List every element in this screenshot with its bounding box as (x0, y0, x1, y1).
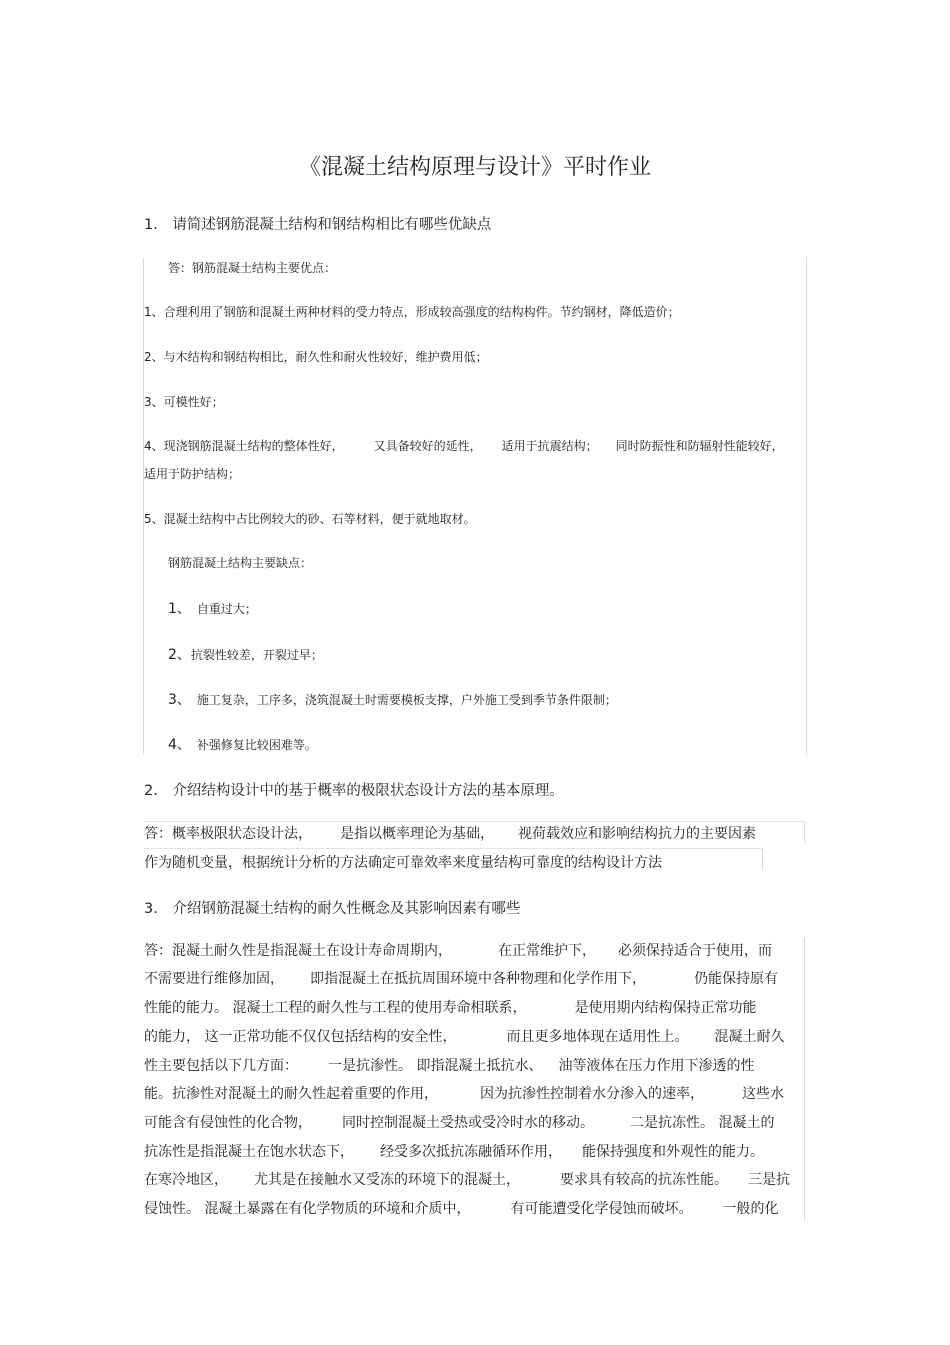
answer-1-left-border (143, 258, 144, 755)
answer-2-right-border-1 (804, 821, 805, 843)
answer-3-line-9-part-3: 要求具有较高的抗冻性能。 (560, 1172, 728, 1188)
disadvantage-number-4: 4、 (168, 737, 191, 753)
answer-3-line-3-part-1: 性能的能力。 混凝土工程的耐久性与工程的使用寿命相联系， (144, 1000, 527, 1016)
answer-3-line-10-part-2: 有可能遭受化学侵蚀而破坏。 (510, 1201, 693, 1217)
answer-3-line-7-part-2: 同时控制混凝土受热或受冷时水的移动。 (342, 1115, 594, 1131)
answer-3-line-5-part-1: 性主要包括以下几方面： (144, 1058, 298, 1074)
answer-2-right-border-2 (762, 848, 763, 870)
question-2: 2. 介绍结构设计中的基于概率的极限状态设计方法的基本原理。 (144, 783, 564, 799)
advantage-item-4-part-1: 4、现浇钢筋混凝土结构的整体性好， (144, 439, 344, 453)
disadvantage-number-3: 3、 (168, 692, 191, 708)
answer-3-line-6 (144, 1083, 784, 1103)
answer-3-line-1-part-3: 必须保持适合于使用，而 (618, 943, 772, 959)
answer-3-line-1 (144, 940, 772, 960)
answer-3-line-5 (144, 1055, 754, 1075)
advantage-item-1: 1、合理利用了钢筋和混凝土两种材料的受力特点，形成较高强度的结构构件。节约钢材，降低造价； (144, 305, 680, 319)
answer-3-line-6-part-2: 因为抗渗性控制着水分渗入的速率， (480, 1086, 704, 1102)
answer-3-line-4-part-2: 而且更多地体现在适用性上。 (506, 1029, 689, 1045)
answer-3-line-7-part-3: 二是抗冻性。 混凝土的 (630, 1115, 775, 1131)
advantage-item-5: 5、混凝土结构中占比例较大的砂、石等材料，便于就地取材。 (144, 512, 476, 526)
disadvantage-item-1 (168, 598, 257, 618)
advantage-item-4 (144, 437, 784, 454)
answer-3-line-9-part-2: 尤其是在接触水又受冻的环境下的混凝土， (254, 1172, 520, 1188)
answer-3-line-2-part-3: 仍能保持原有 (694, 971, 778, 987)
answer-3-line-8-part-1: 抗冻性是指混凝土在饱水状态下， (144, 1144, 354, 1160)
answer-2-mid-border (143, 848, 763, 849)
disadvantage-text-3: 施工复杂，工序多，浇筑混凝土时需要模板支撑，户外施工受到季节条件限制； (196, 693, 617, 707)
answer-3-line-6-part-3: 这些水 (742, 1086, 784, 1102)
disadvantage-text-1: 自重过大； (196, 602, 257, 616)
disadvantage-item-4 (168, 734, 317, 754)
answer-3-line-7 (144, 1112, 774, 1132)
answer-2-line-1 (144, 823, 756, 843)
advantage-item-2: 2、与木结构和钢结构相比，耐久性和耐火性较好，维护费用低； (144, 350, 488, 364)
disadvantages-heading: 钢筋混凝土结构主要缺点： (168, 556, 313, 570)
answer-3-right-border (804, 938, 805, 1221)
disadvantage-number-2: 2、 (168, 647, 191, 663)
question-3: 3. 介绍钢筋混凝土结构的耐久性概念及其影响因素有哪些 (144, 901, 521, 917)
answer-3-line-8 (144, 1141, 764, 1161)
answer-3-line-3 (144, 997, 756, 1017)
disadvantage-text-4: 补强修复比较困难等。 (196, 738, 317, 752)
advantage-item-4-continued: 适用于防护结构； (144, 467, 241, 481)
answer-3-line-2-part-1: 不需要进行维修加固， (144, 971, 284, 987)
disadvantage-item-2 (168, 644, 323, 664)
answer-3-line-6-part-1: 能。抗渗性对混凝土的耐久性起着重要的作用， (144, 1086, 438, 1102)
answer-3-line-4-part-3: 混凝土耐久 (714, 1029, 785, 1045)
advantages-heading: 答：钢筋混凝土结构主要优点： (168, 261, 337, 275)
advantage-item-3: 3、可模性好； (144, 395, 224, 409)
answer-3-line-8-part-3: 能保持强度和外观性的能力。 (582, 1144, 764, 1160)
answer-3-line-9-part-1: 在寒冷地区， (144, 1172, 228, 1188)
answer-3-line-5-part-3: 油等液体在压力作用下渗透的性 (558, 1058, 755, 1074)
answer-2-top-border (143, 821, 805, 822)
answer-3-line-9 (144, 1169, 790, 1189)
answer-2-line-2: 作为随机变量，根据统计分析的方法确定可靠效率来度量结构可靠度的结构设计方法 (144, 855, 662, 871)
answer-1-right-border (806, 258, 807, 755)
answer-3-line-7-part-1: 可能含有侵蚀性的化合物， (144, 1115, 312, 1131)
answer-3-line-9-part-4: 三是抗 (748, 1172, 790, 1188)
answer-3-line-4 (144, 1026, 784, 1046)
answer-2-line-1-part-1: 答：概率极限状态设计法， (144, 826, 312, 842)
advantage-item-4-part-3: 适用于抗震结构； (501, 439, 598, 453)
document-title: 《混凝土结构原理与设计》平时作业 (298, 155, 651, 180)
answer-3-line-2-part-2: 即指混凝土在抵抗周围环境中各种物理和化学作用下， (310, 971, 646, 987)
disadvantage-number-1: 1、 (168, 601, 191, 617)
advantage-item-4-part-2: 又具备较好的延性， (373, 439, 482, 453)
answer-3-line-4-part-1: 的能力， 这一正常功能不仅仅包括结构的安全性， (144, 1029, 457, 1045)
answer-3-line-2 (144, 968, 778, 988)
question-1: 1. 请简述钢筋混凝土结构和钢结构相比有哪些优缺点 (144, 217, 492, 233)
answer-3-line-10-part-3: 一般的化 (722, 1201, 779, 1217)
disadvantage-text-2: 抗裂性较差，开裂过早； (190, 648, 323, 662)
advantage-item-4-part-4: 同时防振性和防辐射性能较好， (615, 439, 784, 453)
answer-3-line-1-part-2: 在正常维护下， (498, 943, 596, 959)
answer-2-line-1-part-2: 是指以概率理论为基础， (340, 826, 494, 842)
answer-3-line-8-part-2: 经受多次抵抗冻融循环作用， (380, 1144, 562, 1160)
answer-2-line-1-part-3: 视荷载效应和影响结构抗力的主要因素 (518, 826, 756, 842)
disadvantage-item-3 (168, 689, 617, 709)
answer-3-line-1-part-1: 答：混凝土耐久性是指混凝土在设计寿命周期内， (144, 943, 452, 959)
answer-3-line-3-part-2: 是使用期内结构保持正常功能 (574, 1000, 757, 1016)
answer-3-line-10-part-1: 侵蚀性。 混凝土暴露在有化学物质的环境和介质中， (144, 1201, 471, 1217)
answer-3-line-10 (144, 1198, 778, 1218)
answer-3-line-5-part-2: 一是抗渗性。 即指混凝土抵抗水、 (328, 1058, 543, 1074)
